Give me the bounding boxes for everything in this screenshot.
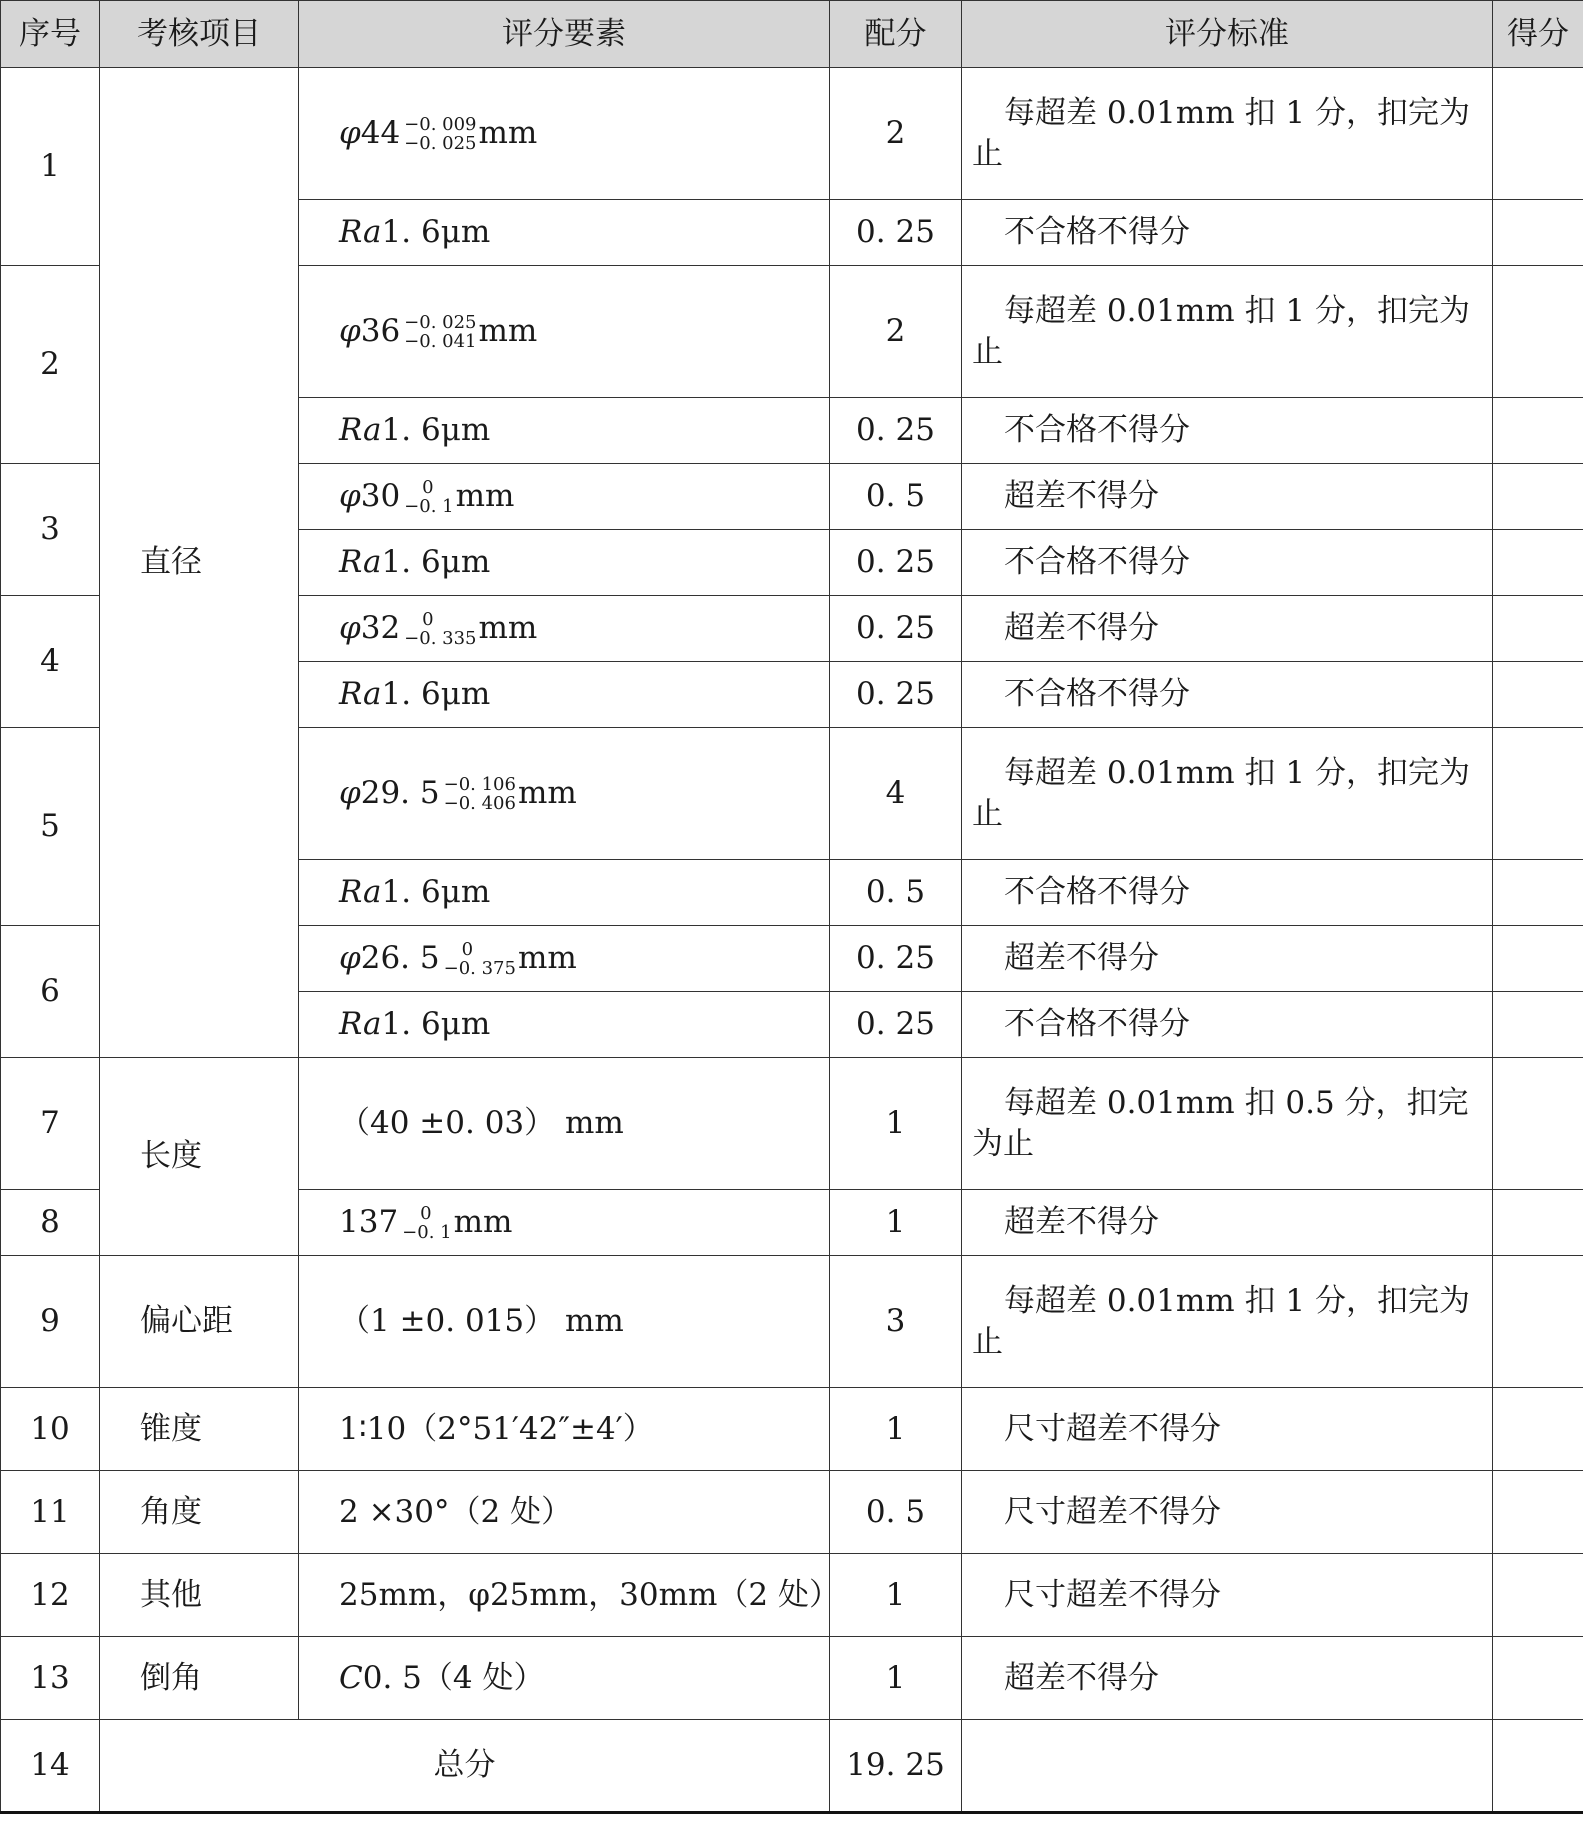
- roughness-value: 1. 6μm: [381, 412, 491, 449]
- criteria-text: 超差不得分: [1004, 940, 1159, 977]
- criteria-text: 不合格不得分: [1004, 544, 1190, 581]
- table-row: [1, 1058, 1583, 1190]
- ra-symbol: Ra: [339, 1006, 382, 1043]
- criteria-cell: [962, 1190, 1493, 1256]
- roughness-value: 1. 6μm: [381, 214, 491, 251]
- roughness-value: 1. 6μm: [381, 544, 491, 581]
- points-cell: 1: [830, 1554, 962, 1637]
- row-number: 5: [1, 728, 100, 926]
- element-cell: [299, 992, 830, 1058]
- item-taper: 锥度: [100, 1388, 299, 1471]
- diameter-symbol: φ: [339, 610, 361, 647]
- criteria-text: 不合格不得分: [1004, 412, 1190, 449]
- row-number: 12: [1, 1554, 100, 1637]
- criteria-text: 不合格不得分: [1004, 214, 1190, 251]
- element-cell: [299, 1637, 830, 1720]
- element-cell: [299, 596, 830, 662]
- row-number: 3: [1, 464, 100, 596]
- unit: mm: [478, 313, 538, 350]
- criteria-cell: [962, 860, 1493, 926]
- score-cell[interactable]: [1493, 1637, 1583, 1720]
- table-row: [1, 1388, 1583, 1471]
- criteria-text: 尺寸超差不得分: [1004, 1576, 1221, 1613]
- upper-deviation: −0. 009: [404, 113, 477, 135]
- upper-deviation: −0. 025: [404, 311, 477, 333]
- criteria-cell: [962, 1554, 1493, 1637]
- element-cell: 1∶10（2°51′42″±4′）: [299, 1388, 830, 1471]
- lower-deviation: −0. 375: [443, 957, 516, 979]
- roughness-value: 1. 6μm: [381, 676, 491, 713]
- upper-deviation: 0: [422, 608, 434, 630]
- score-cell[interactable]: [1493, 266, 1583, 398]
- score-cell[interactable]: [1493, 398, 1583, 464]
- tolerance: [404, 113, 477, 154]
- ra-symbol: Ra: [339, 214, 382, 251]
- row-number: 2: [1, 266, 100, 464]
- lower-deviation: −0. 025: [404, 132, 477, 154]
- score-cell[interactable]: [1493, 596, 1583, 662]
- element-cell: [299, 398, 830, 464]
- tolerance: [404, 311, 477, 352]
- criteria-cell: [962, 530, 1493, 596]
- points-cell: 0. 25: [830, 530, 962, 596]
- unit: mm: [453, 1204, 513, 1241]
- tolerance: [443, 773, 516, 814]
- criteria-cell: [962, 1720, 1493, 1813]
- diameter-symbol: φ: [339, 940, 361, 977]
- upper-deviation: 0: [422, 476, 434, 498]
- nominal-value: 44: [360, 115, 401, 152]
- element-cell: [299, 728, 830, 860]
- score-cell[interactable]: [1493, 1554, 1583, 1637]
- criteria-cell: [962, 596, 1493, 662]
- criteria-cell: [962, 266, 1493, 398]
- criteria-cell: [962, 68, 1493, 200]
- criteria-cell: [962, 1058, 1493, 1190]
- ra-symbol: Ra: [339, 544, 382, 581]
- nominal-value: 29. 5: [360, 775, 440, 812]
- points-cell: 0. 5: [830, 860, 962, 926]
- header-points: 配分: [830, 1, 962, 68]
- criteria-text: 每超差 0.01mm 扣 1 分，扣完为止: [972, 293, 1470, 370]
- score-cell[interactable]: [1493, 1190, 1583, 1256]
- lower-deviation: −0. 1: [402, 1221, 452, 1243]
- table-row: [1, 1471, 1583, 1554]
- criteria-text: 尺寸超差不得分: [1004, 1493, 1221, 1530]
- upper-deviation: −0. 106: [443, 773, 516, 795]
- item-angle: 角度: [100, 1471, 299, 1554]
- element-cell: [299, 926, 830, 992]
- table-row: [1, 1256, 1583, 1388]
- nominal-value: 36: [360, 313, 401, 350]
- criteria-cell: [962, 662, 1493, 728]
- score-cell[interactable]: [1493, 68, 1583, 200]
- chamfer-value: 0. 5（4 处）: [362, 1659, 545, 1696]
- lower-deviation: −0. 335: [404, 627, 477, 649]
- score-cell[interactable]: [1493, 728, 1583, 860]
- element-cell: （40 ±0. 03） mm: [299, 1058, 830, 1190]
- criteria-cell: [962, 398, 1493, 464]
- criteria-cell: [962, 464, 1493, 530]
- roughness-value: 1. 6μm: [381, 1006, 491, 1043]
- tolerance: [443, 938, 516, 979]
- element-cell: （1 ±0. 015） mm: [299, 1256, 830, 1388]
- criteria-cell: [962, 1471, 1493, 1554]
- points-cell: 1: [830, 1637, 962, 1720]
- item-other: 其他: [100, 1554, 299, 1637]
- score-cell[interactable]: [1493, 662, 1583, 728]
- criteria-cell: [962, 200, 1493, 266]
- score-cell[interactable]: [1493, 1471, 1583, 1554]
- criteria-text: 超差不得分: [1004, 610, 1159, 647]
- unit: mm: [517, 940, 577, 977]
- row-number: 6: [1, 926, 100, 1058]
- table-row: [1, 68, 1583, 200]
- lower-deviation: −0. 041: [404, 330, 477, 352]
- item-eccentric: 偏心距: [100, 1256, 299, 1388]
- points-cell: 0. 25: [830, 926, 962, 992]
- criteria-text: 不合格不得分: [1004, 676, 1190, 713]
- tolerance: [402, 1202, 452, 1243]
- score-cell[interactable]: [1493, 200, 1583, 266]
- lower-deviation: −0. 406: [443, 792, 516, 814]
- element-cell: [299, 200, 830, 266]
- row-number: 1: [1, 68, 100, 266]
- score-cell[interactable]: [1493, 860, 1583, 926]
- row-number: 7: [1, 1058, 100, 1190]
- points-cell: 4: [830, 728, 962, 860]
- total-row: [1, 1720, 1583, 1813]
- upper-deviation: 0: [461, 938, 474, 960]
- nominal-value: 137: [339, 1204, 399, 1241]
- score-cell[interactable]: [1493, 1058, 1583, 1190]
- diameter-symbol: φ: [339, 478, 361, 515]
- criteria-text: 超差不得分: [1004, 1204, 1159, 1241]
- points-cell: 3: [830, 1256, 962, 1388]
- row-number: 13: [1, 1637, 100, 1720]
- header-row: [1, 1, 1583, 68]
- points-cell: 2: [830, 68, 962, 200]
- ra-symbol: Ra: [339, 412, 382, 449]
- criteria-cell: [962, 992, 1493, 1058]
- element-cell: [299, 662, 830, 728]
- element-cell: [299, 1190, 830, 1256]
- header-element: 评分要素: [299, 1, 830, 68]
- table-row: [1, 1637, 1583, 1720]
- points-cell: 1: [830, 1058, 962, 1190]
- criteria-text: 超差不得分: [1004, 478, 1159, 515]
- element-cell: [299, 860, 830, 926]
- score-cell[interactable]: [1493, 992, 1583, 1058]
- ra-symbol: Ra: [339, 676, 382, 713]
- nominal-value: 32: [360, 610, 401, 647]
- row-number: 4: [1, 596, 100, 728]
- points-cell: 0. 25: [830, 200, 962, 266]
- score-cell[interactable]: [1493, 1388, 1583, 1471]
- ra-symbol: Ra: [339, 874, 382, 911]
- points-cell: 1: [830, 1190, 962, 1256]
- header-score: 得分: [1493, 1, 1583, 68]
- points-cell: 0. 5: [830, 464, 962, 530]
- lower-deviation: −0. 1: [404, 495, 454, 517]
- criteria-text: 每超差 0.01mm 扣 0.5 分，扣完为止: [972, 1085, 1469, 1162]
- criteria-text: 不合格不得分: [1004, 874, 1190, 911]
- element-cell: [299, 464, 830, 530]
- header-item: 考核项目: [100, 1, 299, 68]
- score-cell[interactable]: [1493, 926, 1583, 992]
- element-cell: [299, 266, 830, 398]
- element-cell: [299, 68, 830, 200]
- points-cell: 0. 5: [830, 1471, 962, 1554]
- unit: mm: [478, 115, 538, 152]
- tolerance: [404, 476, 454, 517]
- tolerance: [404, 608, 477, 649]
- criteria-cell: [962, 1256, 1493, 1388]
- nominal-value: 30: [360, 478, 401, 515]
- criteria-text: 每超差 0.01mm 扣 1 分，扣完为止: [972, 755, 1470, 832]
- criteria-text: 尺寸超差不得分: [1004, 1410, 1221, 1447]
- row-number: 10: [1, 1388, 100, 1471]
- score-cell[interactable]: [1493, 464, 1583, 530]
- element-cell: [299, 530, 830, 596]
- score-cell[interactable]: [1493, 1256, 1583, 1388]
- header-criteria: 评分标准: [962, 1, 1493, 68]
- criteria-cell: [962, 1637, 1493, 1720]
- points-cell: 0. 25: [830, 596, 962, 662]
- diameter-symbol: φ: [339, 115, 361, 152]
- row-number: 14: [1, 1720, 100, 1813]
- total-points: 19. 25: [830, 1720, 962, 1813]
- upper-deviation: 0: [420, 1202, 432, 1224]
- diameter-symbol: φ: [339, 313, 361, 350]
- item-length: 长度: [100, 1058, 299, 1256]
- chamfer-symbol: C: [339, 1659, 363, 1696]
- element-cell: 2 ×30°（2 处）: [299, 1471, 830, 1554]
- unit: mm: [517, 775, 577, 812]
- score-cell[interactable]: [1493, 530, 1583, 596]
- criteria-cell: [962, 728, 1493, 860]
- points-cell: 0. 25: [830, 992, 962, 1058]
- points-cell: 0. 25: [830, 662, 962, 728]
- unit: mm: [455, 478, 515, 515]
- score-cell[interactable]: [1493, 1720, 1583, 1813]
- total-label: 总分: [100, 1720, 830, 1813]
- nominal-value: 26. 5: [360, 940, 440, 977]
- row-number: 11: [1, 1471, 100, 1554]
- criteria-text: 不合格不得分: [1004, 1006, 1190, 1043]
- criteria-cell: [962, 926, 1493, 992]
- criteria-text: 每超差 0.01mm 扣 1 分，扣完为止: [972, 1283, 1470, 1360]
- row-number: 9: [1, 1256, 100, 1388]
- unit: mm: [478, 610, 538, 647]
- points-cell: 1: [830, 1388, 962, 1471]
- criteria-text: 超差不得分: [1004, 1659, 1159, 1696]
- item-chamfer: 倒角: [100, 1637, 299, 1720]
- item-diameter: 直径: [100, 68, 299, 1058]
- points-cell: 0. 25: [830, 398, 962, 464]
- criteria-text: 每超差 0.01mm 扣 1 分，扣完为止: [972, 95, 1470, 172]
- criteria-cell: [962, 1388, 1493, 1471]
- element-cell: 25mm，φ25mm，30mm（2 处）: [299, 1554, 830, 1637]
- header-no: 序号: [1, 1, 100, 68]
- row-number: 8: [1, 1190, 100, 1256]
- roughness-value: 1. 6μm: [381, 874, 491, 911]
- points-cell: 2: [830, 266, 962, 398]
- table-row: [1, 1554, 1583, 1637]
- diameter-symbol: φ: [339, 775, 361, 812]
